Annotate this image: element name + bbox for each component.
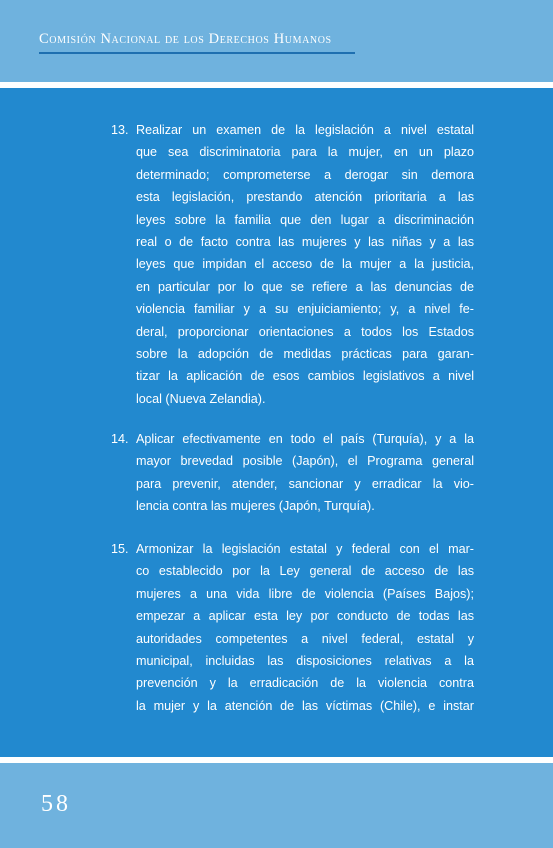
text-line: que sea discriminatoria para la mujer, en un plazo [136, 145, 474, 160]
item-number: 15. [111, 542, 129, 556]
text-line: esta legislación, prestando atención prioritaria a las [136, 190, 474, 205]
text-line: determinado; comprometerse a derogar sin demora [136, 167, 474, 182]
text-line: deral, proporcionar orientaciones a todos los Estados [136, 324, 474, 339]
text-line: empezar a aplicar esta ley por conducto de todas las [136, 609, 474, 624]
text-line: tizar la aplicación de esos cambios legislativos a nivel [136, 369, 474, 384]
text-line: violencia familiar y a su enjuiciamiento; y, a nivel fe- [136, 302, 474, 317]
page-number: 58 [41, 791, 71, 817]
text-line: mujeres a una vida libre de violencia (Países Bajos); [136, 586, 474, 601]
text-line: prevención y la erradicación de la violencia contra [136, 676, 474, 691]
item-text [136, 119, 474, 410]
text-line: sobre la adopción de medidas prácticas para garan- [136, 347, 474, 362]
text-line: Realizar un examen de la legislación a nivel estatal [136, 123, 474, 137]
text-line: la mujer y la atención de las víctimas (Chile), e instar [136, 698, 474, 713]
item-text [136, 538, 474, 717]
text-line: para prevenir, atender, sancionar y erradicar la vio- [136, 476, 474, 491]
text-line: real o de facto contra las mujeres y las niñas y a las [136, 235, 474, 250]
text-line: municipal, incluidas las disposiciones relativas a la [136, 654, 474, 669]
text-line: leyes sobre la familia que den lugar a discriminación [136, 212, 474, 227]
header-title: Comisión Nacional de los Derechos Humanos [39, 31, 332, 47]
text-line: leyes que impidan el acceso de la mujer a la justicia, [136, 257, 474, 272]
text-line: lencia contra las mujeres (Japón, Turquía). [136, 499, 375, 514]
item-number: 13. [111, 123, 129, 137]
text-line: co establecido por la Ley general de acceso de las [136, 564, 474, 579]
text-line: en particular por lo que se refiere a las denuncias de [136, 279, 474, 294]
text-line: Armonizar la legislación estatal y federal con el mar- [136, 542, 474, 556]
header-rule [39, 52, 355, 54]
item-number: 14. [111, 432, 129, 446]
text-line: mayor brevedad posible (Japón), el Programa general [136, 454, 474, 469]
text-line: local (Nueva Zelandia). [136, 391, 266, 406]
content-panel [0, 88, 553, 757]
text-line: autoridades competentes a nivel federal, estatal y [136, 631, 474, 646]
item-text [136, 428, 474, 518]
text-line: Aplicar efectivamente en todo el país (Turquía), y a la [136, 432, 474, 446]
page-header [0, 0, 553, 82]
page-footer [0, 763, 553, 848]
